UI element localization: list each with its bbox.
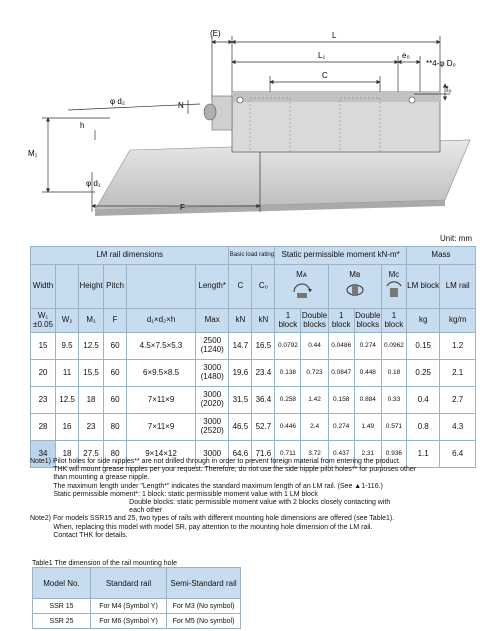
table-cell-mb1: 0.437 <box>328 441 354 468</box>
hdr-ma: Mᴀ <box>275 265 328 309</box>
table-cell-w2: 9.5 <box>56 333 79 360</box>
table-cell-f: 60 <box>104 387 127 414</box>
table-cell-len: 3000 (2520) <box>195 414 228 441</box>
dim-d2-label: φ d₂ <box>110 97 125 106</box>
note-line: Double blocks: static permissible moment value with 2 blocks closely contacting with <box>30 499 391 507</box>
dim-l1-label: L₁ <box>318 51 326 60</box>
hdr-pitch: Pitch <box>104 265 127 309</box>
hdr-ma-double: Double blocks <box>301 309 328 333</box>
table-cell-ma2: 1.42 <box>301 387 328 414</box>
table-cell-rail: 1.2 <box>440 333 476 360</box>
table-cell-mb2: 0.884 <box>354 387 381 414</box>
hdr-basic-load: Basic load rating <box>229 247 275 265</box>
table-cell-c: 46.5 <box>229 414 252 441</box>
hdr-max: Max <box>195 309 228 333</box>
table-cell-len: 2500 (1240) <box>195 333 228 360</box>
hdr-mc-1block: 1 block <box>381 309 406 333</box>
dim-n-label: N <box>178 101 184 110</box>
table-row <box>31 414 476 441</box>
table-cell-m1: 18 <box>79 387 104 414</box>
table-cell-mb1: 0.274 <box>328 414 354 441</box>
hdr-lm-block: LM block <box>406 265 439 309</box>
t1-cell: For M4 (Symbol Y) <box>91 599 167 614</box>
table-cell-f: 80 <box>104 441 127 468</box>
hdr-d1d2h: d₁×d₂×h <box>127 309 196 333</box>
hdr-height: Height <box>79 265 104 309</box>
hdr-mb-double: Double blocks <box>354 309 381 333</box>
table-cell-w2: 12.5 <box>56 387 79 414</box>
note-line: each other <box>30 507 163 515</box>
notes <box>30 458 476 540</box>
table-cell-mc: 0.936 <box>381 441 406 468</box>
hdr-mb: Mʙ <box>328 265 381 309</box>
table-cell-ma2: 2.4 <box>301 414 328 441</box>
hdr-c0: C₀ <box>252 265 275 309</box>
table-row <box>31 333 476 360</box>
table1 <box>32 567 241 629</box>
table-cell-blk: 0.4 <box>406 387 439 414</box>
table-cell-ma1: 0.446 <box>275 414 301 441</box>
table-cell-blk: 0.8 <box>406 414 439 441</box>
hdr-kgm: kg/m <box>440 309 476 333</box>
t1-hdr-semi: Semi-Standard rail <box>167 568 241 599</box>
table-cell-d: 9×14×12 <box>127 441 196 468</box>
table-cell-m1: 15.5 <box>79 360 104 387</box>
hdr-lm-rail: LM rail dimensions <box>31 247 229 265</box>
t1-cell: SSR 15 <box>33 599 91 614</box>
table-cell-c: 64.6 <box>229 441 252 468</box>
table-cell-mc: 0.571 <box>381 414 406 441</box>
table1-caption: Table1 The dimension of the rail mounting hole <box>32 560 178 567</box>
table-cell-c: 14.7 <box>229 333 252 360</box>
dim-f0-label: f₀ <box>446 85 452 94</box>
table-cell-d: 7×11×9 <box>127 414 196 441</box>
dim-f-label: F <box>180 203 185 212</box>
lm-guide-drawing <box>0 0 480 232</box>
table-cell-w1: 23 <box>31 387 56 414</box>
table-cell-c0: 23.4 <box>252 360 275 387</box>
dim-c-label: C <box>322 71 328 80</box>
table-cell-ma1: 0.138 <box>275 360 301 387</box>
table-cell-c0: 71.6 <box>252 441 275 468</box>
table-cell-f: 80 <box>104 414 127 441</box>
hdr-ma-1block: 1 block <box>275 309 301 333</box>
table-cell-blk: 1.1 <box>406 441 439 468</box>
table-cell-ma2: 3.72 <box>301 441 328 468</box>
hdr-c: C <box>229 265 252 309</box>
t1-cell: For M6 (Symbol Y) <box>91 614 167 629</box>
hdr-w1: W₁ ±0.05 <box>31 309 56 333</box>
table-cell-w1: 34 <box>31 441 56 468</box>
unit-note: Unit: mm <box>440 234 472 243</box>
note-line: Note2) For models SSR15 and 25, two types of rails with different mounting hole dimensions are offered (see Table1). <box>30 515 395 523</box>
table-cell-w1: 20 <box>31 360 56 387</box>
table-cell-len: 3000 <box>195 441 228 468</box>
table-cell-w2: 16 <box>56 414 79 441</box>
hdr-w2: W₂ <box>56 309 79 333</box>
t1-cell: SSR 25 <box>33 614 91 629</box>
table-cell-w2: 18 <box>56 441 79 468</box>
hdr-f: F <box>104 309 127 333</box>
table-cell-mc: 0.18 <box>381 360 406 387</box>
table-cell-c0: 52.7 <box>252 414 275 441</box>
hdr-kn2: kN <box>252 309 275 333</box>
note-line: When, replacing this model with model SR, pay attention to the mounting hole dimension of the LM rail. <box>30 523 373 531</box>
note-line: Note1) Pilot holes for side nipples** are not drilled through in order to prevent foreign material from entering the product. <box>30 458 401 465</box>
table-cell-mb1: 0.0847 <box>328 360 354 387</box>
note-line: than mounting a grease nipple. <box>30 474 150 482</box>
table-cell-mb2: 0.448 <box>354 360 381 387</box>
dim-h-label: h <box>80 121 85 130</box>
note-line: Static permissible moment*: 1 block: static permissible moment value with 1 LM block <box>30 490 318 498</box>
table-cell-f: 60 <box>104 360 127 387</box>
table-row <box>31 360 476 387</box>
mc-icon <box>384 280 404 300</box>
dim-d0-label: **4-φ D₀ <box>426 59 456 68</box>
table-cell-m1: 23 <box>79 414 104 441</box>
dim-e-label: (E) <box>210 29 221 38</box>
hdr-static-moment: Static permissible moment kN-m* <box>275 247 407 265</box>
table-cell-c: 19.6 <box>229 360 252 387</box>
table-cell-m1: 12.5 <box>79 333 104 360</box>
table-cell-f: 60 <box>104 333 127 360</box>
note-line: Contact THK for details. <box>30 531 128 539</box>
table-cell-ma2: 0.44 <box>301 333 328 360</box>
table-cell-mb1: 0.158 <box>328 387 354 414</box>
dim-e0-label: e₀ <box>402 51 410 60</box>
table-cell-w1: 15 <box>31 333 56 360</box>
table-cell-m1: 27.5 <box>79 441 104 468</box>
table-cell-w1: 28 <box>31 414 56 441</box>
t1-hdr-standard: Standard rail <box>91 568 167 599</box>
dim-l-label: L <box>332 31 337 40</box>
t1-cell: For M3 (No symbol) <box>167 599 241 614</box>
table-cell-ma1: 0.0792 <box>275 333 301 360</box>
hdr-lm-rail-mass: LM rail <box>440 265 476 309</box>
table-cell-mb2: 2.31 <box>354 441 381 468</box>
table-cell-mc: 0.0962 <box>381 333 406 360</box>
table-cell-ma1: 0.711 <box>275 441 301 468</box>
table-cell-len: 3000 (1480) <box>195 360 228 387</box>
t1-hdr-model: Model No. <box>33 568 91 599</box>
table-cell-d: 7×11×9 <box>127 387 196 414</box>
note-line: THK will mount grease nipples per your request. Therefore, do not use the side nipple pilot holes** for purposes other <box>30 466 417 474</box>
hdr-width: Width <box>31 265 56 309</box>
mb-icon <box>344 280 366 300</box>
table-cell-rail: 2.7 <box>440 387 476 414</box>
spec-table <box>30 246 476 468</box>
hdr-kg: kg <box>406 309 439 333</box>
dim-m1-label: M₁ <box>28 149 38 158</box>
t1-cell: For M5 (No symbol) <box>167 614 241 629</box>
table-cell-c0: 16.5 <box>252 333 275 360</box>
table-cell-d: 4.5×7.5×5.3 <box>127 333 196 360</box>
hdr-length: Length* <box>195 265 228 309</box>
table-cell-blk: 0.15 <box>406 333 439 360</box>
table-cell-c0: 36.4 <box>252 387 275 414</box>
hdr-kn1: kN <box>229 309 252 333</box>
table-cell-mc: 0.33 <box>381 387 406 414</box>
hdr-mc: Mᴄ <box>381 265 406 309</box>
table-cell-ma1: 0.258 <box>275 387 301 414</box>
table-cell-rail: 4.3 <box>440 414 476 441</box>
ma-icon <box>291 280 313 300</box>
table-cell-mb2: 0.274 <box>354 333 381 360</box>
table-cell-w2: 11 <box>56 360 79 387</box>
table-cell-d: 6×9.5×8.5 <box>127 360 196 387</box>
table-cell-mb1: 0.0486 <box>328 333 354 360</box>
hdr-mass: Mass <box>406 247 475 265</box>
table-row <box>31 387 476 414</box>
hdr-mb-1block: 1 block <box>328 309 354 333</box>
table-cell-mb2: 1.49 <box>354 414 381 441</box>
hdr-m1: M₁ <box>79 309 104 333</box>
table-cell-ma2: 0.723 <box>301 360 328 387</box>
note-line: The maximum length under "Length*" indicates the standard maximum length of an LM rail. (See ▲1-116.) <box>30 482 383 490</box>
table-cell-blk: 0.25 <box>406 360 439 387</box>
dim-d1-label: φ d₁ <box>86 179 101 188</box>
table-cell-c: 31.5 <box>229 387 252 414</box>
table-cell-rail: 2.1 <box>440 360 476 387</box>
table-cell-len: 3000 (2020) <box>195 387 228 414</box>
table-cell-rail: 6.4 <box>440 441 476 468</box>
